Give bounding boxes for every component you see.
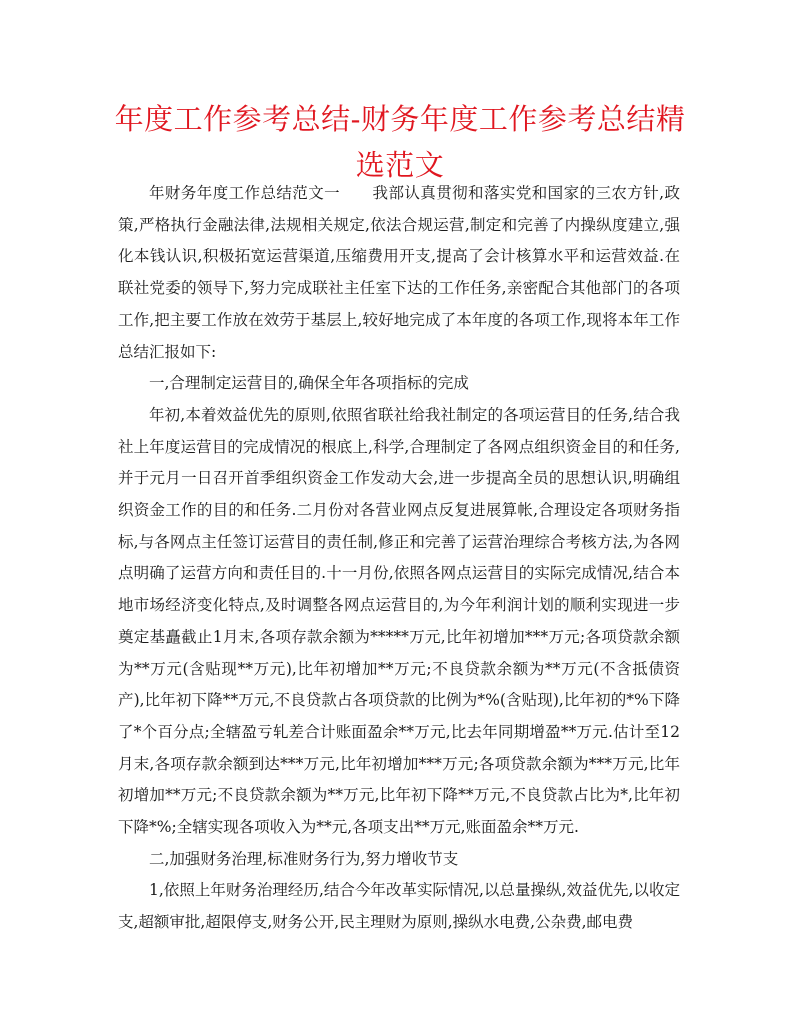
document-body [118,178,680,939]
intro-label: 年财务年度工作总结范文一 [149,184,341,202]
section2-item1: 1,依照上年财务治理经历,结合今年改革实际情况,以总量操纵,效益优先,以收定支,超额审批,超限停支,财务公开,民主理财为原则,操纵水电费,公杂费,邮电费 [118,881,680,932]
intro-text: 我部认真贯彻和落实党和国家的三农方针,政策,严格执行金融法律,法规相关规定,依法合规运营,制定和完善了内操纵度建立,强化本钱认识,积极拓宽运营渠道,压缩费用开支,提高了会计核算水平和运营效益.在联社党委的领导下,努力完成联社主任室下达的工作任务,亲密配合其他部门的各项工作,把主要工作放在效劳于基层上,较好地完成了本年度的各项工作,现将本年工作总结汇报如下: [118,184,680,361]
document-title: 年度工作参考总结-财务年度工作参考总结精选范文 [114,102,686,182]
section1-heading: 一,合理制定运营目的,确保全年各项指标的完成 [149,374,469,393]
intro-paragraph [118,178,680,368]
section1-paragraph: 年初,本着效益优先的原则,依照省联社给我社制定的各项运营目的任务,结合我社上年度运营目的完成情况的根底上,科学,合理制定了各网点组织资金目的和任务,并于元月一日召开首季组织资金工作发动大会,进一步提高全员的思想认识,明确组织资金工作的目的和任务.二月份对各营业网点反复进展算帐,合理设定各项财务指标,与各网点主任签订运营目的责任制,修正和完善了运营治理综合考核方法,为各网点明确了运营方向和责任目的.十一月份,依照各网点运营目的实际完成情况,结合本地市场经济变化特点,及时调整各网点运营目的,为今年利润计划的顺利实现进一步奠定基矗截止1月末,各项存款余额为*****万元,比年初增加***万元;各项贷款余额为**万元(含贴现**万元),比年初增加**万元;不良贷款余额为**万元(不含抵债资产),比年初下降**万元,不良贷款占各项贷款的比例为*%(含贴现),比年初的*%下降了*个百分点;全辖盈亏轧差合计账面盈余**万元,比去年同期增盈**万元.估计至12月末,各项存款余额到达***万元,比年初增加***万元;各项贷款余额为***万元,比年初增加**万元;不良贷款余额为**万元,比年初下降**万元,不良贷款占比为*,比年初下降*%;全辖实现各项收入为**元,各项支出**万元,账面盈余**万元. [118,405,680,837]
section2-heading: 二,加强财务治理,标准财务行为,努力增收节支 [149,849,459,868]
